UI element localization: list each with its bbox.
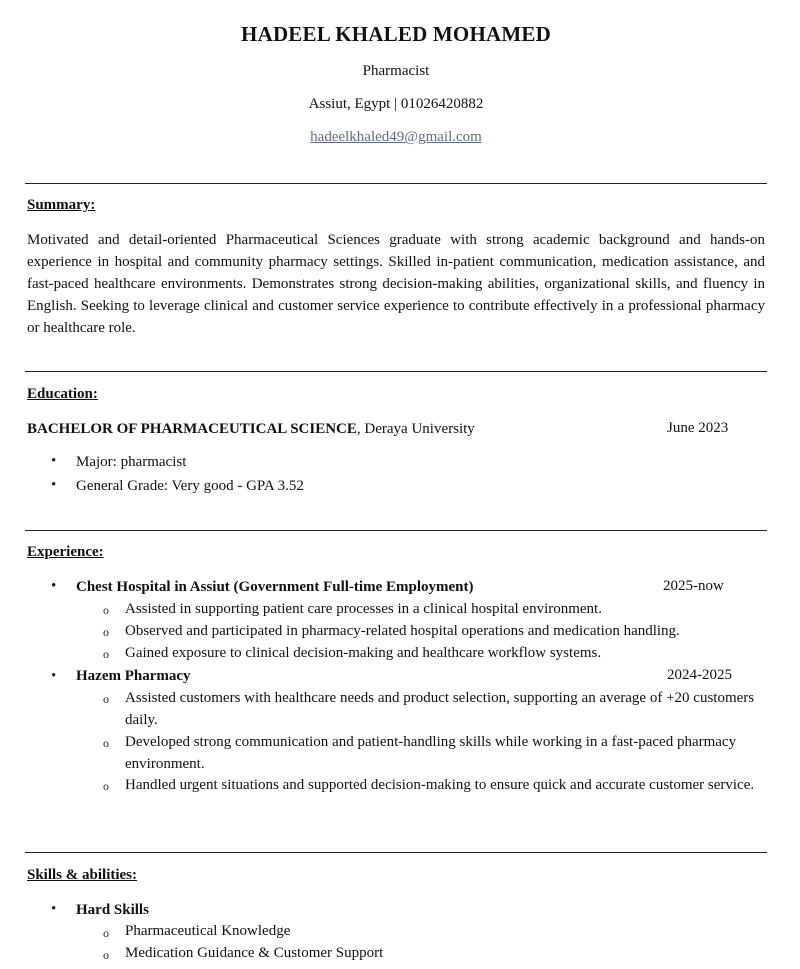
job-item: Assisted in supporting patient care processes in a clinical hospital environment. [125, 601, 602, 617]
sub-bullet-icon: o [103, 647, 109, 661]
education-heading: Education: [27, 386, 98, 402]
skill-item: Medication Guidance & Customer Support [125, 945, 384, 961]
job-item: Handled urgent situations and supported decision-making to ensure quick and accurate customer service. [125, 777, 755, 793]
section-divider [25, 852, 767, 853]
education-date: June 2023 [667, 420, 729, 436]
job-item: Developed strong communication and patient-handling skills while working in a fast-paced pharmacy environment. [125, 734, 737, 772]
degree-line [27, 418, 475, 440]
degree-title: BACHELOR OF PHARMACEUTICAL SCIENCE [27, 421, 357, 437]
section-divider [25, 371, 767, 372]
job-date: 2024-2025 [667, 667, 732, 683]
contact-info: Assiut, Egypt | 01026420882 [308, 96, 484, 112]
summary-heading: Summary: [27, 197, 96, 213]
sub-bullet-icon: o [103, 736, 109, 750]
section-divider [25, 530, 767, 531]
candidate-name: HADEEL KHALED MOHAMED [241, 22, 551, 46]
bullet-icon: • [51, 477, 57, 493]
sub-bullet-icon: o [103, 625, 109, 639]
education-item: Major: pharmacist [76, 454, 187, 470]
job-item: Gained exposure to clinical decision-making and healthcare workflow systems. [125, 645, 602, 661]
sub-bullet-icon: o [103, 692, 109, 706]
job-title: Hazem Pharmacy [76, 668, 191, 684]
bullet-icon: • [51, 453, 57, 469]
sub-bullet-icon: o [103, 779, 109, 793]
bullet-icon: • [51, 668, 57, 684]
skill-group-title: Hard Skills [76, 902, 149, 918]
job-date: 2025-now [663, 578, 724, 594]
skill-item: Pharmaceutical Knowledge [125, 923, 291, 939]
institution: , Deraya University [356, 421, 475, 437]
job-item: Assisted customers with healthcare needs and product selection, supporting an average of +20 customers daily. [125, 690, 755, 728]
summary-text: Motivated and detail-oriented Pharmaceutical Sciences graduate with strong academic background and hands-on experience in hospital and community pharmacy settings. Skilled in-patient communication, medication assistance, and fast-paced healthcare environments. Demonstrates strong decision-making abilities, organizational skills, and fluency in English. Seeking to leverage clinical and customer service experience to contribute effectively in a professional pharmacy or healthcare role. [27, 232, 765, 336]
job-item: Observed and participated in pharmacy-related hospital operations and medication handling. [125, 623, 680, 639]
sub-bullet-icon: o [103, 948, 109, 962]
section-divider [25, 183, 767, 184]
education-item: General Grade: Very good - GPA 3.52 [76, 478, 304, 494]
bullet-icon: • [51, 578, 57, 594]
bullet-icon: • [51, 901, 57, 917]
skills-heading: Skills & abilities: [27, 867, 138, 883]
sub-bullet-icon: o [103, 926, 109, 940]
experience-heading: Experience: [27, 544, 104, 560]
sub-bullet-icon: o [103, 603, 109, 617]
email-link[interactable]: hadeelkhaled49@gmail.com [310, 129, 482, 145]
job-title: Chest Hospital in Assiut (Government Full-time Employment) [76, 579, 474, 595]
job-title: Pharmacist [362, 63, 430, 79]
